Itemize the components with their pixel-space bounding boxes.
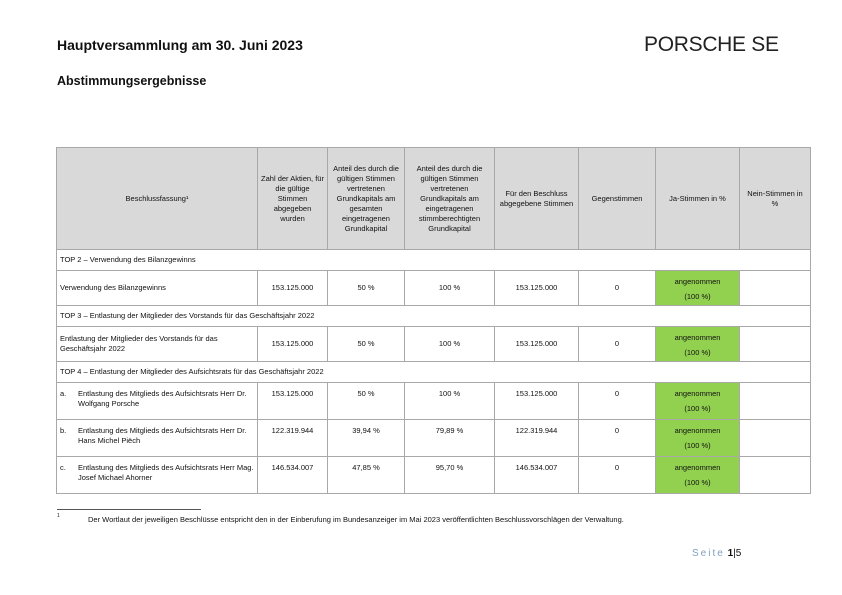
cell-no-pct (740, 271, 811, 306)
cell-no-votes: 0 (579, 457, 656, 494)
cell-desc (57, 383, 258, 420)
cell-yes-pct (656, 457, 740, 494)
cell-no-pct (740, 383, 811, 420)
status-badge: angenommen (674, 277, 721, 286)
item-text: Entlastung des Mitglieds des Aufsichtsrats Herr Mag. Josef Michael Ahorner (78, 463, 254, 482)
col-header-share-voting: Anteil des durch die gültigen Stimmen vertretenen Grundkapitals am eingetragenen stimmberechtigten Grundkapital (405, 148, 495, 250)
item-number: a. (60, 389, 67, 398)
cell-shares: 153.125.000 (258, 327, 328, 362)
col-header-no-votes: Gegenstimmen (579, 148, 656, 250)
status-badge: angenommen (674, 426, 721, 435)
cell-share-total: 39,94 % (328, 420, 405, 457)
section-heading: TOP 3 – Entlastung der Mitglieder des Vorstands für das Geschäftsjahr 2022 (57, 306, 811, 327)
cell-share-total: 47,85 % (328, 457, 405, 494)
item-number: b. (60, 426, 67, 435)
results-table (56, 147, 811, 494)
cell-share-voting: 100 % (405, 271, 495, 306)
page-title: Hauptversammlung am 30. Juni 2023 (57, 37, 303, 53)
page-total: 5 (735, 548, 742, 559)
cell-yes-votes: 153.125.000 (495, 383, 579, 420)
item-number: c. (60, 463, 66, 472)
col-header-beschluss: Beschlussfassung¹ (57, 148, 258, 250)
cell-desc: Verwendung des Bilanzgewinns (57, 271, 258, 306)
cell-yes-votes: 122.319.944 (495, 420, 579, 457)
cell-shares: 153.125.000 (258, 383, 328, 420)
cell-yes-pct (656, 383, 740, 420)
status-badge: angenommen (674, 389, 721, 398)
page-label: Seite (692, 548, 725, 559)
table-row (57, 327, 811, 362)
cell-no-pct (740, 457, 811, 494)
cell-share-voting: 100 % (405, 327, 495, 362)
item-text: Entlastung des Mitglieds des Aufsichtsrats Herr Dr. Hans Michel Piëch (78, 426, 247, 445)
yes-pct-value: (100 %) (684, 441, 711, 450)
yes-pct-value: (100 %) (684, 404, 711, 413)
footnote-marker: 1 (57, 513, 60, 519)
cell-yes-votes: 153.125.000 (495, 271, 579, 306)
col-header-no-pct: Nein-Stimmen in % (740, 148, 811, 250)
cell-no-pct (740, 327, 811, 362)
status-badge: angenommen (674, 463, 721, 472)
cell-share-total: 50 % (328, 271, 405, 306)
cell-yes-votes: 153.125.000 (495, 327, 579, 362)
status-badge: angenommen (674, 333, 721, 342)
page-current: 1 (727, 548, 734, 559)
col-header-shares: Zahl der Aktien, für die gültige Stimmen abgegeben wurden (258, 148, 328, 250)
porsche-se-logo: PORSCHE SE (644, 33, 779, 56)
item-text: Entlastung des Mitglieds des Aufsichtsrats Herr Dr. Wolfgang Porsche (78, 389, 247, 408)
yes-pct-value: (100 %) (684, 478, 711, 487)
cell-no-pct (740, 420, 811, 457)
cell-share-voting: 95,70 % (405, 457, 495, 494)
section-row (57, 362, 811, 383)
cell-share-voting: 79,89 % (405, 420, 495, 457)
cell-desc: Entlastung der Mitglieder des Vorstands für das Geschäftsjahr 2022 (57, 327, 258, 362)
table-row (57, 383, 811, 420)
cell-no-votes: 0 (579, 383, 656, 420)
footnote-divider (57, 509, 201, 510)
cell-no-votes: 0 (579, 271, 656, 306)
cell-yes-pct (656, 420, 740, 457)
cell-share-total: 50 % (328, 383, 405, 420)
cell-no-votes: 0 (579, 420, 656, 457)
col-header-yes-pct: Ja-Stimmen in % (656, 148, 740, 250)
footnote-text: Der Wortlaut der jeweiligen Beschlüsse entspricht den in der Einberufung im Bundesanzeiger im Mai 2023 veröffentlichten Beschlussvorschlägen der Verwaltung. (88, 515, 624, 524)
cell-yes-pct (656, 327, 740, 362)
cell-shares: 153.125.000 (258, 271, 328, 306)
table-row (57, 271, 811, 306)
cell-share-voting: 100 % (405, 383, 495, 420)
page-subtitle: Abstimmungsergebnisse (57, 74, 207, 88)
table-row (57, 420, 811, 457)
cell-yes-pct (656, 271, 740, 306)
yes-pct-value: (100 %) (684, 292, 711, 301)
cell-shares: 146.534.007 (258, 457, 328, 494)
section-heading: TOP 2 – Verwendung des Bilanzgewinns (57, 250, 811, 271)
section-heading: TOP 4 – Entlastung der Mitglieder des Aufsichtsrats für das Geschäftsjahr 2022 (57, 362, 811, 383)
col-header-yes-votes: Für den Beschluss abgegebene Stimmen (495, 148, 579, 250)
cell-desc (57, 420, 258, 457)
section-row (57, 306, 811, 327)
cell-yes-votes: 146.534.007 (495, 457, 579, 494)
yes-pct-value: (100 %) (684, 348, 711, 357)
cell-share-total: 50 % (328, 327, 405, 362)
page-number (692, 548, 741, 559)
page-separator: | (733, 548, 736, 559)
cell-desc (57, 457, 258, 494)
cell-shares: 122.319.944 (258, 420, 328, 457)
section-row (57, 250, 811, 271)
col-header-share-total: Anteil des durch die gültigen Stimmen vertretenen Grundkapitals am gesamten eingetragenen Grundkapital (328, 148, 405, 250)
cell-no-votes: 0 (579, 327, 656, 362)
table-header-row (57, 148, 811, 250)
table-row (57, 457, 811, 494)
